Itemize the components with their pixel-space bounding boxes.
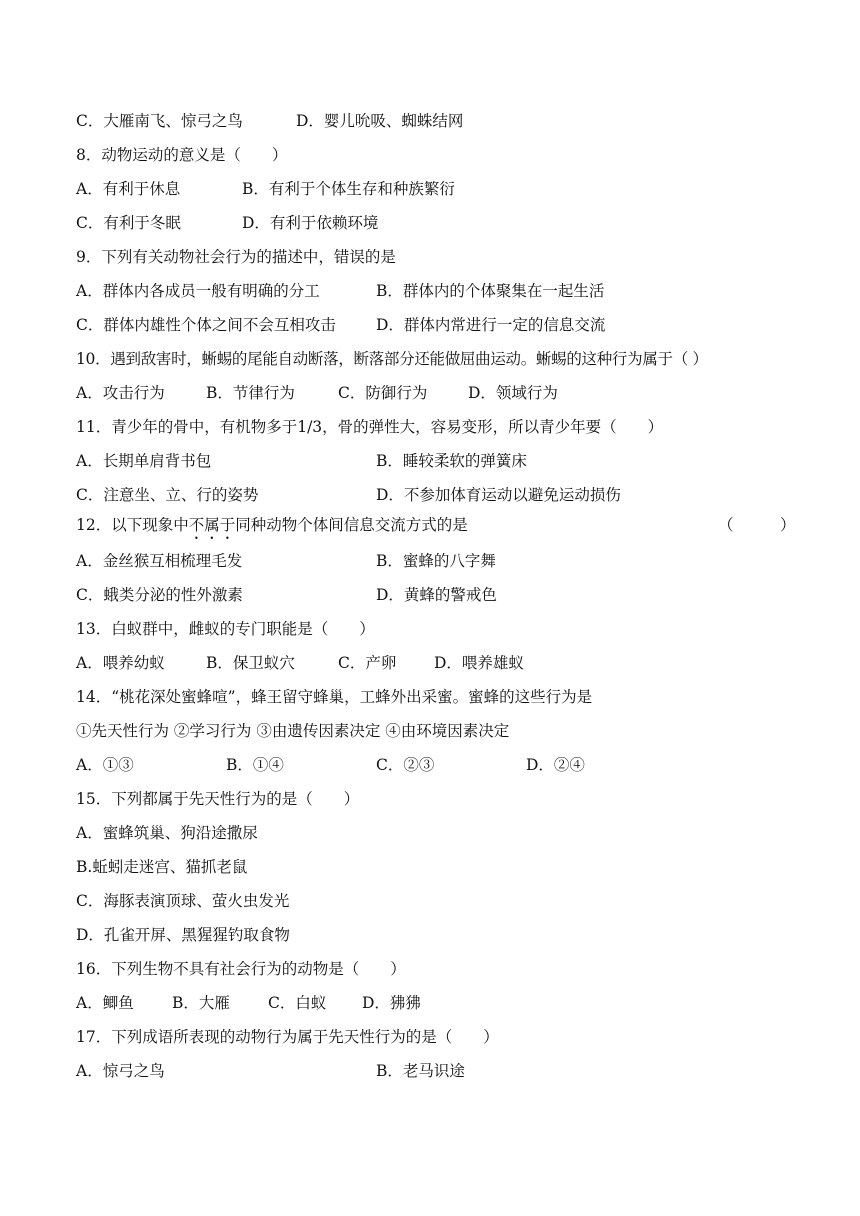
option-c: C．产卵 — [338, 654, 397, 672]
option-a: A．金丝猴互相梳理毛发 — [76, 552, 243, 570]
question-15-option-c — [0, 884, 860, 918]
question-12-options-ab — [0, 544, 860, 578]
question-9-stem — [0, 240, 860, 274]
question-text-part: 12．以下现象中 — [76, 516, 189, 534]
option-d: D．领域行为 — [468, 384, 558, 402]
question-17-stem — [0, 1020, 860, 1054]
option-d: D．群体内常进行一定的信息交流 — [376, 316, 606, 334]
option-a: A．群体内各成员一般有明确的分工 — [76, 282, 320, 300]
question-12-stem — [0, 508, 860, 542]
option-a: A．有利于休息 — [76, 180, 181, 198]
option-b: B．睡较柔软的弹簧床 — [376, 452, 527, 470]
option-b: B．大雁 — [172, 994, 230, 1012]
question-16-stem — [0, 952, 860, 986]
question-text: 10．遇到敌害时，蜥蜴的尾能自动断落，断落部分还能做屈曲运动。蜥蜴的这种行为属于（ ） — [76, 350, 708, 368]
question-13-options — [0, 646, 860, 680]
question-14-options — [0, 748, 860, 782]
option-b: B．老马识途 — [376, 1062, 465, 1080]
option-a: A．喂养幼蚁 — [76, 654, 165, 672]
question-9-options-ab — [0, 274, 860, 308]
question-11-options-ab — [0, 444, 860, 478]
option-b: B．蜜蜂的八字舞 — [376, 552, 496, 570]
question-text: 15．下列都属于先天性行为的是（ ） — [76, 790, 360, 808]
question-7-options-cd — [0, 104, 860, 138]
answer-bracket: （ ） — [718, 516, 796, 534]
option-d: D．不参加体育运动以避免运动损伤 — [376, 486, 621, 504]
option-b: B．有利于个体生存和种族繁衍 — [242, 180, 455, 198]
question-text: 13．白蚁群中，雌蚁的专门职能是（ ） — [76, 620, 375, 638]
option-a: A．①③ — [76, 756, 134, 774]
option-b: B．①④ — [226, 756, 284, 774]
question-10-options — [0, 376, 860, 410]
option-a: A．惊弓之鸟 — [76, 1062, 165, 1080]
question-8-options-ab — [0, 172, 860, 206]
question-14-stem — [0, 680, 860, 714]
question-13-stem — [0, 612, 860, 646]
question-14-statements — [0, 714, 860, 748]
question-16-options — [0, 986, 860, 1020]
option-d: D．有利于依赖环境 — [242, 214, 379, 232]
question-15-option-a — [0, 816, 860, 850]
option-c: C．群体内雄性个体之间不会互相攻击 — [76, 316, 336, 334]
question-11-stem — [0, 410, 860, 444]
option-c: C．蛾类分泌的性外激素 — [76, 586, 243, 604]
question-15-option-d — [0, 918, 860, 952]
statement-list: ①先天性行为 ②学习行为 ③由遗传因素决定 ④由环境因素决定 — [76, 722, 510, 740]
question-8-stem — [0, 138, 860, 172]
option-c: C．大雁南飞、惊弓之鸟 — [76, 112, 243, 130]
question-17-options-ab — [0, 1054, 860, 1088]
option-d: D．黄蜂的警戒色 — [376, 586, 497, 604]
option-b: B．群体内的个体聚集在一起生活 — [376, 282, 605, 300]
question-text: 17．下列成语所表现的动物行为属于先天性行为的是（ ） — [76, 1028, 499, 1046]
option-c: C．海豚表演顶球、萤火虫发光 — [76, 892, 290, 910]
option-b: B．保卫蚁穴 — [206, 654, 295, 672]
option-d: D．②④ — [526, 756, 585, 774]
question-10-stem — [0, 342, 860, 376]
question-9-options-cd — [0, 308, 860, 342]
option-a: A．攻击行为 — [76, 384, 165, 402]
question-text-part: 同种动物个体间信息交流方式的是 — [235, 516, 468, 534]
option-b: B．节律行为 — [206, 384, 295, 402]
question-text: 9．下列有关动物社会行为的描述中，错误的是 — [76, 248, 396, 266]
question-11-options-cd — [0, 478, 860, 512]
option-c: C．②③ — [376, 756, 435, 774]
option-d: D．狒狒 — [362, 994, 421, 1012]
question-text: 16．下列生物不具有社会行为的动物是（ ） — [76, 960, 406, 978]
option-a: A．鲫鱼 — [76, 994, 134, 1012]
question-12-options-cd — [0, 578, 860, 612]
option-b: B.蚯蚓走迷宫、猫抓老鼠 — [76, 858, 248, 876]
question-text — [76, 508, 468, 543]
option-a: A．蜜蜂筑巢、狗沿途撒尿 — [76, 824, 258, 842]
question-text: 14．“桃花深处蜜蜂喧”，蜂王留守蜂巢，工蜂外出采蜜。蜜蜂的这些行为是 — [76, 688, 593, 706]
question-8-options-cd — [0, 206, 860, 240]
option-c: C．白蚁 — [268, 994, 327, 1012]
option-c: C．有利于冬眠 — [76, 214, 181, 232]
question-text: 8．动物运动的意义是（ ） — [76, 146, 288, 164]
question-15-option-b — [0, 850, 860, 884]
option-d: D．婴儿吮吸、蜘蛛结网 — [296, 112, 464, 130]
option-d: D．喂养雄蚁 — [434, 654, 524, 672]
option-d: D．孔雀开屏、黑猩猩钓取食物 — [76, 926, 290, 944]
option-c: C．防御行为 — [338, 384, 428, 402]
question-15-stem — [0, 782, 860, 816]
option-c: C．注意坐、立、行的姿势 — [76, 486, 259, 504]
option-a: A．长期单肩背书包 — [76, 452, 212, 470]
question-text: 11．青少年的骨中，有机物多于1/3，骨的弹性大，容易变形，所以青少年要（ ） — [76, 418, 664, 436]
emphasis-text: 不属于 — [188, 516, 236, 534]
